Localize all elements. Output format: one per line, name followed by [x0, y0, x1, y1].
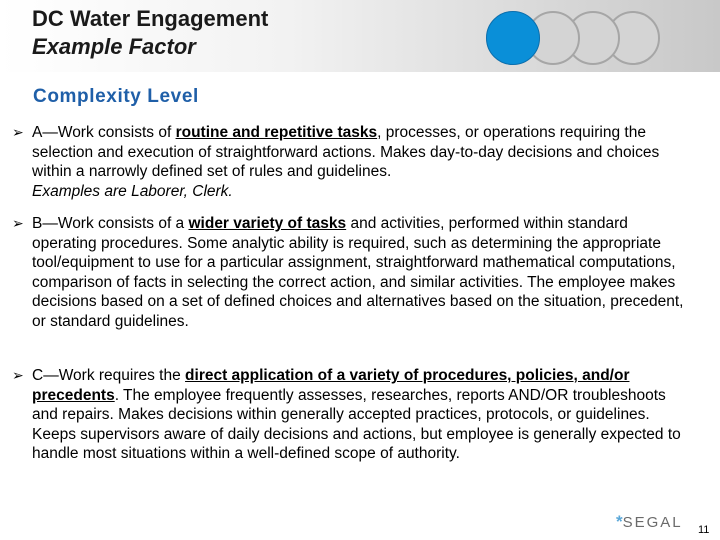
- bullet-body: , processes, or operations requiring the selection and execution of straightforward actions. Makes day-to-day decisions and choices within a narrowly defined set of rules and guidelines.: [32, 124, 660, 180]
- bullet-emphasis: wider variety of tasks: [188, 215, 347, 232]
- bullet-text: [32, 123, 692, 201]
- progress-step-1: [486, 11, 540, 65]
- bullet-emphasis: direct application of a variety of procedures, policies, and/or precedents: [32, 367, 630, 404]
- bullet-prefix: A—Work consists of: [32, 124, 176, 141]
- logo-star-icon: *: [616, 512, 623, 531]
- bullet-body: . The employee frequently assesses, researches, reports AND/OR troubleshoots and repairs. Makes decisions within generally accepted practices, protocols, or guidelines. Keeps supervisors aware of daily decisions and actions, but employee is generally expected to handle most situations within a well-defined scope of authority.: [32, 386, 681, 462]
- bullet-text: [32, 366, 692, 464]
- bullet-body: and activities, performed within standard operating procedures. Some analytic ability is required, such as determining the appropriate tool/equipment to use for a particular assignment, straightforward mathematical computations, comparison of facts in selecting the correct action, and similar activities. The employee makes decisions based on a set of defined choices and alternatives based on the situation, precedent, or standard guidelines.: [32, 215, 684, 330]
- arrow-bullet-icon: ➢: [12, 368, 24, 384]
- bullet-text: [32, 214, 692, 331]
- bullet-prefix: C—Work requires the: [32, 367, 186, 384]
- page-subtitle: Example Factor: [32, 34, 196, 59]
- segal-logo: [616, 512, 683, 532]
- bullet-example: Examples are Laborer, Clerk.: [32, 182, 233, 200]
- arrow-bullet-icon: ➢: [12, 125, 24, 141]
- logo-text: SEGAL: [622, 514, 683, 531]
- bullet-prefix: B—Work consists of a: [32, 215, 189, 232]
- bullet-item-b: [12, 214, 692, 331]
- bullet-emphasis: routine and repetitive tasks: [175, 124, 378, 141]
- arrow-bullet-icon: ➢: [12, 216, 24, 232]
- bullet-item-c: [12, 366, 692, 464]
- progress-indicator: [486, 11, 666, 67]
- bullet-item-a: [12, 123, 692, 201]
- page-number: 11: [698, 524, 710, 536]
- section-title: Complexity Level: [33, 86, 199, 107]
- page-title: DC Water Engagement: [32, 6, 269, 31]
